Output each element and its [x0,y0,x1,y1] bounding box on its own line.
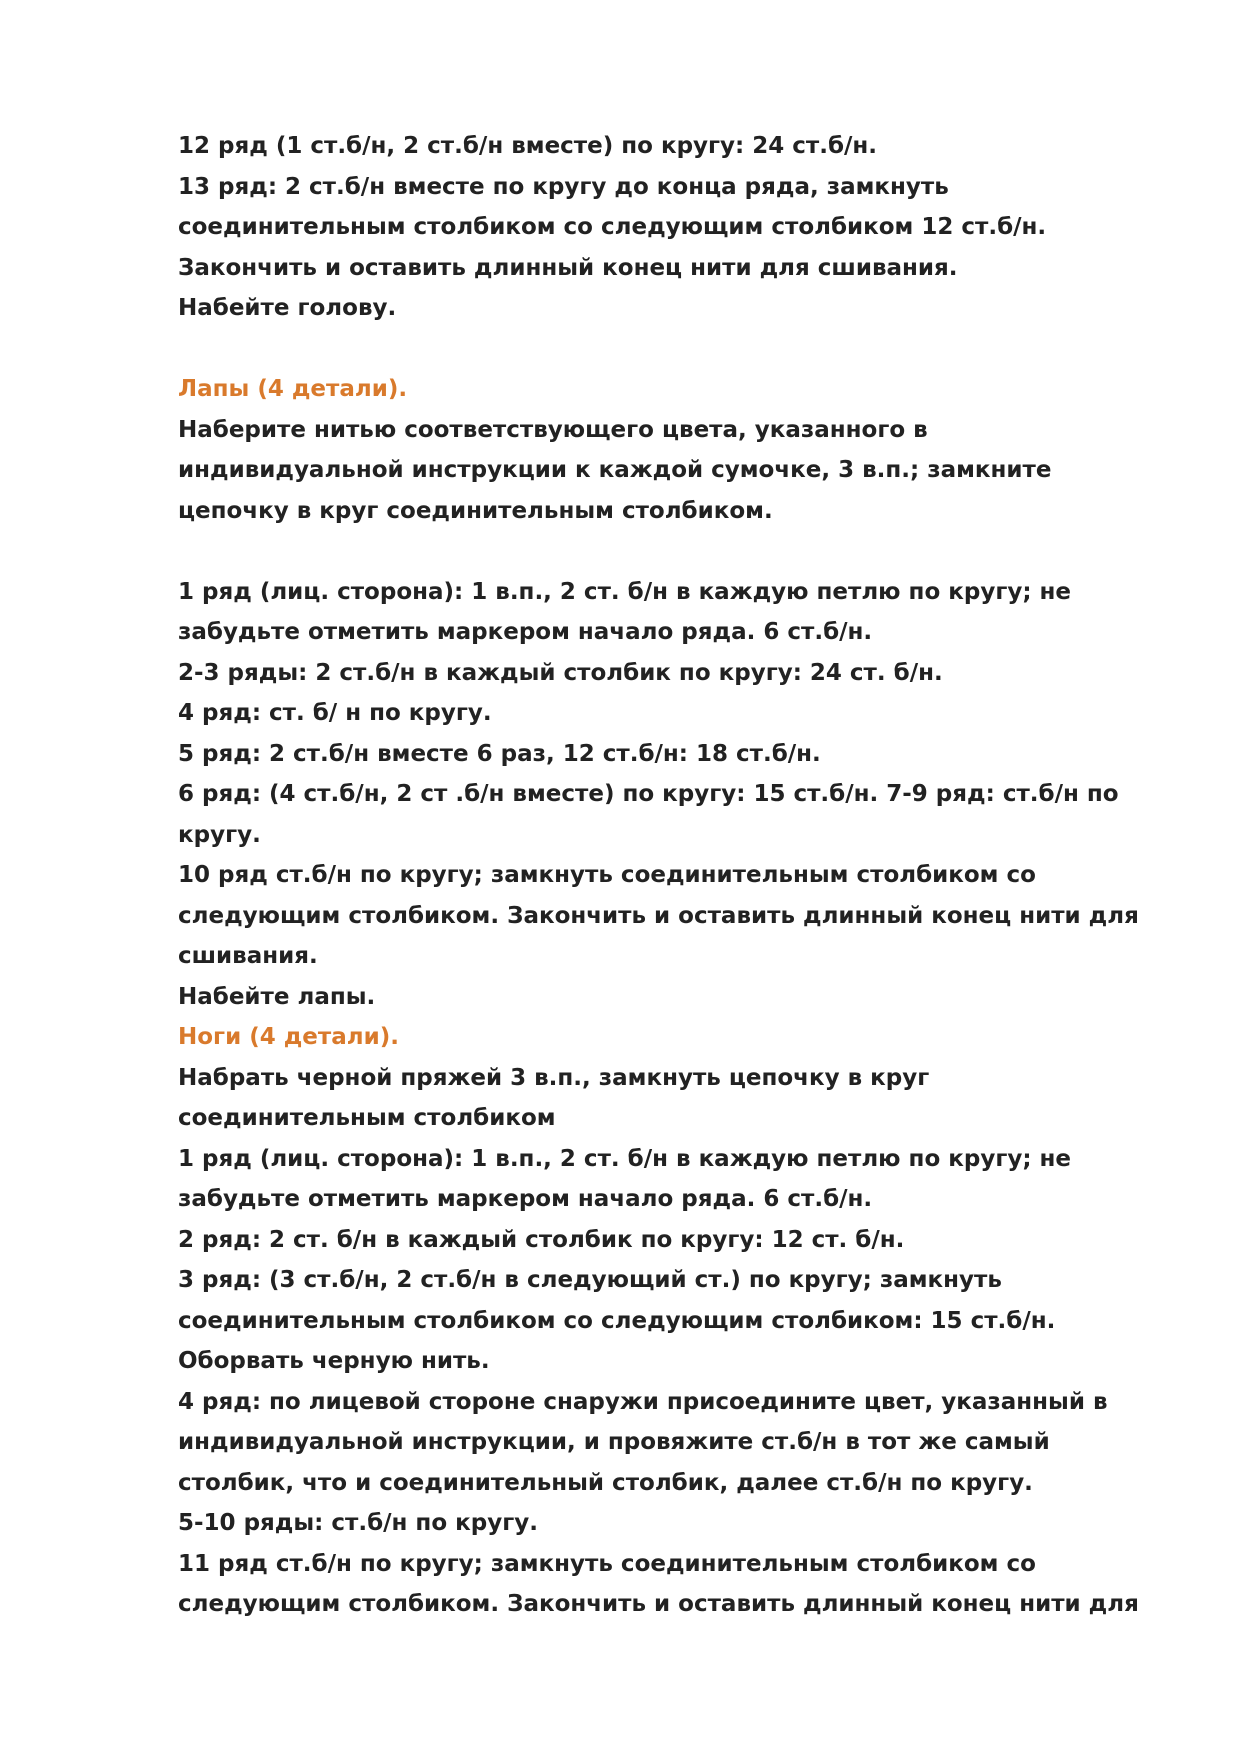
text-line: 3 ряд: (3 ст.б/н, 2 ст.б/н в следующий ст.) по кругу; замкнуть [178,1267,1002,1293]
text-line: 5-10 ряды: ст.б/н по кругу. [178,1510,538,1536]
text-line: Набейте лапы. [178,983,376,1010]
text-line: соединительным столбиком [178,1105,556,1131]
section-heading: Ноги (4 детали). [178,1024,399,1050]
text-line: 1 ряд (лиц. сторона): 1 в.п., 2 ст. б/н в каждую петлю по кругу; не [178,578,1072,605]
text-line: столбик, что и соединительный столбик, далее ст.б/н по кругу. [178,1469,1033,1496]
section-heading: Лапы (4 детали). [178,376,408,402]
text-line: 10 ряд ст.б/н по кругу; замкнуть соединительным столбиком со [178,862,1036,888]
text-line: 6 ряд: (4 ст.б/н, 2 ст .б/н вместе) по кругу: 15 ст.б/н. 7-9 ряд: ст.б/н по [178,781,1119,807]
text-line: 13 ряд: 2 ст.б/н вместе по кругу до конца ряда, замкнуть [178,173,949,200]
text-line: Набрать черной пряжей 3 в.п., замкнуть цепочку в круг [178,1064,930,1091]
text-line: забудьте отметить маркером начало ряда. 6 ст.б/н. [178,619,873,645]
text-line: соединительным столбиком со следующим столбиком: 15 ст.б/н. [178,1307,1056,1334]
text-line: сшивания. [178,943,318,969]
text-line: следующим столбиком. Закончить и оставить длинный конец нити для [178,1591,1139,1617]
text-line: соединительным столбиком со следующим столбиком 12 ст.б/н. [178,214,1047,240]
text-line: индивидуальной инструкции к каждой сумочке, 3 в.п.; замкните [178,457,1052,483]
text-line: следующим столбиком. Закончить и оставить длинный конец нити для [178,902,1139,929]
text-line: индивидуальной инструкции, и провяжите ст.б/н в тот же самый [178,1429,1050,1455]
blank-line [178,329,1178,370]
text-line: цепочку в круг соединительным столбиком. [178,497,773,524]
text-line: кругу. [178,821,261,848]
text-line: 4 ряд: по лицевой стороне снаружи присоедините цвет, указанный в [178,1388,1108,1415]
text-line: 2 ряд: 2 ст. б/н в каждый столбик по кругу: 12 ст. б/н. [178,1226,905,1253]
text-line: 2-3 ряды: 2 ст.б/н в каждый столбик по кругу: 24 ст. б/н. [178,659,943,686]
text-line: Оборвать черную нить. [178,1348,490,1374]
text-line: Наберите нитью соответствующего цвета, указанного в [178,416,928,443]
blank-line [178,531,1178,572]
text-line: Закончить и оставить длинный конец нити для сшивания. [178,254,958,281]
text-line: 4 ряд: ст. б/ н по кругу. [178,700,492,726]
text-line: 1 ряд (лиц. сторона): 1 в.п., 2 ст. б/н в каждую петлю по кругу; не [178,1145,1072,1172]
text-line: 11 ряд ст.б/н по кругу; замкнуть соединительным столбиком со [178,1550,1036,1577]
document-body [178,126,1178,1625]
text-line: 12 ряд (1 ст.б/н, 2 ст.б/н вместе) по кругу: 24 ст.б/н. [178,133,878,159]
text-line: забудьте отметить маркером начало ряда. 6 ст.б/н. [178,1186,873,1212]
text-line: 5 ряд: 2 ст.б/н вместе 6 раз, 12 ст.б/н: 18 ст.б/н. [178,740,821,767]
text-line: Набейте голову. [178,295,397,321]
